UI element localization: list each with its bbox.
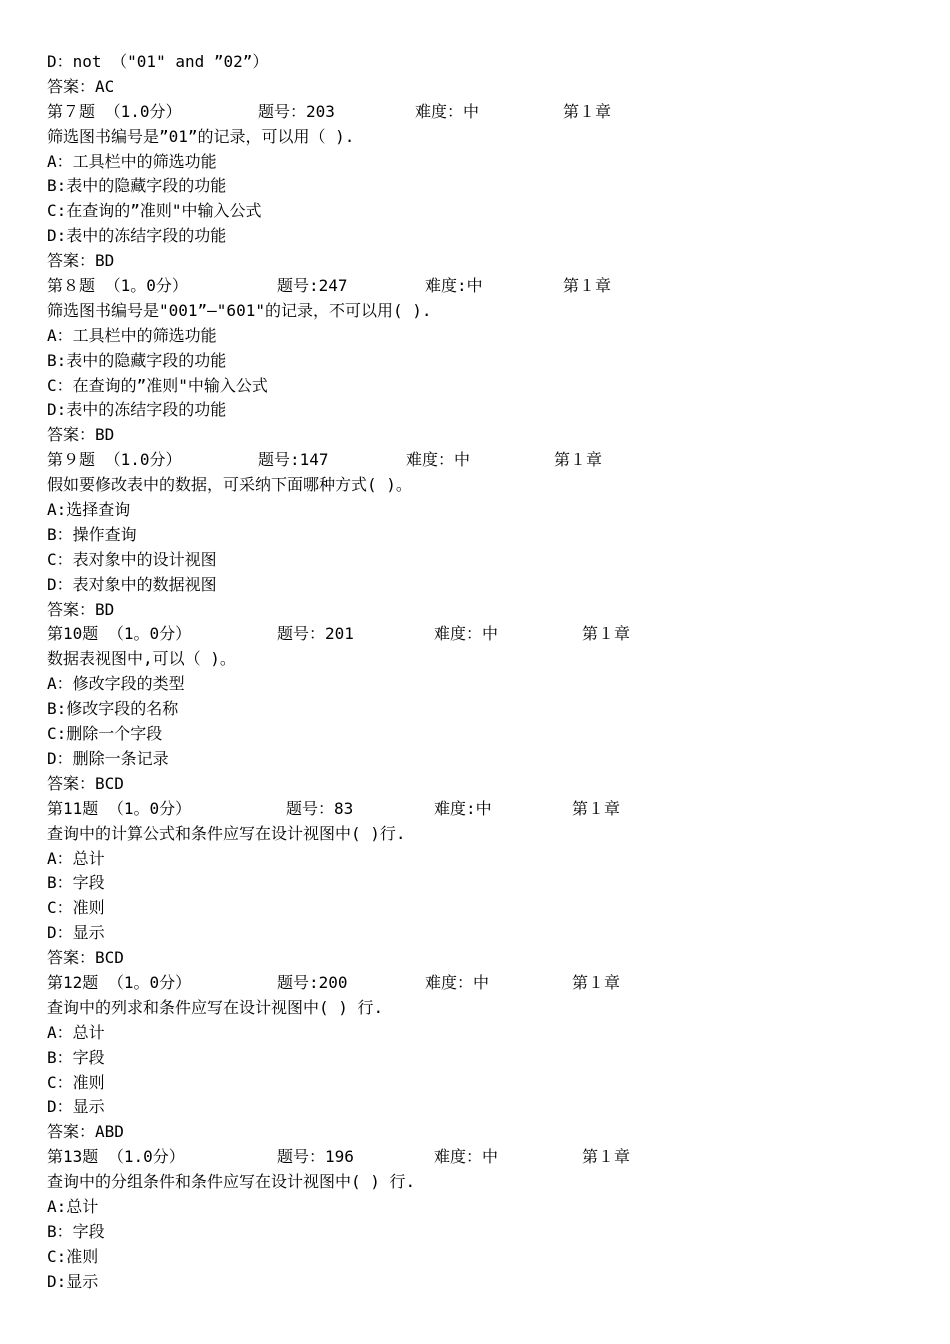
question-id: 题号:200	[277, 972, 348, 992]
question-header	[47, 1145, 927, 1170]
answer-text: 答案：BD	[47, 599, 115, 619]
question-difficulty: 难度:中	[425, 276, 483, 296]
option-d: D：表对象中的数据视图	[47, 574, 217, 594]
question-difficulty: 难度：中	[406, 450, 471, 470]
question-header	[47, 100, 927, 125]
question-stem: 假如要修改表中的数据，可采纳下面哪种方式( )。	[47, 475, 412, 495]
option-b: B：操作查询	[47, 524, 137, 544]
question-header	[47, 797, 927, 822]
question-chapter: 第１章	[582, 1147, 631, 1167]
option-d: D：显示	[47, 923, 105, 943]
option-c: C：准则	[47, 898, 105, 918]
option-c: C:删除一个字段	[47, 724, 163, 744]
question-id: 题号：203	[258, 101, 335, 121]
question-stem: 查询中的计算公式和条件应写在设计视图中( )行.	[47, 823, 406, 843]
question-number: 第８题 （1。0分）	[47, 276, 188, 296]
question-header	[47, 274, 927, 299]
answer-text: 答案：BD	[47, 251, 115, 271]
question-number: 第12题 （1。0分）	[47, 972, 192, 992]
question-chapter: 第１章	[554, 450, 603, 470]
question-header	[47, 448, 927, 473]
option-b: B:表中的隐藏字段的功能	[47, 176, 227, 196]
option-d: D:显示	[47, 1271, 99, 1291]
question-difficulty: 难度：中	[434, 624, 499, 644]
option-d: D：显示	[47, 1097, 105, 1117]
question-chapter: 第１章	[563, 276, 612, 296]
option-c: C:准则	[47, 1246, 99, 1266]
question-difficulty: 难度：中	[434, 1147, 499, 1167]
question-id: 题号：196	[277, 1147, 354, 1167]
option-a: A：修改字段的类型	[47, 674, 185, 694]
option-a: A：总计	[47, 848, 105, 868]
question-chapter: 第１章	[572, 798, 621, 818]
question-stem: 数据表视图中,可以（ )。	[47, 649, 236, 669]
question-id: 题号:147	[258, 450, 329, 470]
question-number: 第11题 （1。0分）	[47, 798, 192, 818]
option-a: A:总计	[47, 1196, 99, 1216]
option-c: C：表对象中的设计视图	[47, 549, 217, 569]
option-b: B：字段	[47, 873, 105, 893]
option-b: B:修改字段的名称	[47, 699, 179, 719]
question-difficulty: 难度：中	[415, 101, 480, 121]
question-stem: 筛选图书编号是”01”的记录，可以用（ ).	[47, 126, 355, 146]
question-stem: 查询中的列求和条件应写在设计视图中( ) 行.	[47, 997, 384, 1017]
option-d: D:表中的冻结字段的功能	[47, 226, 227, 246]
document-page	[47, 50, 927, 1295]
question-header	[47, 971, 927, 996]
option-d: D：删除一条记录	[47, 748, 169, 768]
option-d: D:表中的冻结字段的功能	[47, 400, 227, 420]
question-chapter: 第１章	[572, 972, 621, 992]
question-difficulty: 难度:中	[434, 798, 492, 818]
option-b: B：字段	[47, 1047, 105, 1067]
option-c: C:在查询的”准则"中输入公式	[47, 201, 262, 221]
option-a: A：工具栏中的筛选功能	[47, 325, 217, 345]
question-chapter: 第１章	[563, 101, 612, 121]
question-id: 题号：83	[286, 798, 354, 818]
question-difficulty: 难度：中	[425, 972, 490, 992]
option-b: B:表中的隐藏字段的功能	[47, 350, 227, 370]
answer-text: 答案：BD	[47, 425, 115, 445]
answer-text: 答案：AC	[47, 76, 115, 96]
option-a: A:选择查询	[47, 500, 131, 520]
option-c: C：在查询的”准则"中输入公式	[47, 375, 268, 395]
question-id: 题号:247	[277, 276, 348, 296]
question-number: 第７题 （1.0分）	[47, 101, 182, 121]
answer-text: 答案：ABD	[47, 1122, 124, 1142]
option-a: A：工具栏中的筛选功能	[47, 151, 217, 171]
question-id: 题号：201	[277, 624, 354, 644]
option-c: C：准则	[47, 1072, 105, 1092]
question-number: 第10题 （1。0分）	[47, 624, 192, 644]
answer-text: 答案：BCD	[47, 948, 124, 968]
option-b: B：字段	[47, 1221, 105, 1241]
question-stem: 查询中的分组条件和条件应写在设计视图中( ) 行.	[47, 1172, 416, 1192]
question-chapter: 第１章	[582, 624, 631, 644]
option-a: A：总计	[47, 1022, 105, 1042]
question-stem: 筛选图书编号是"001”—"601"的记录，不可以用( ).	[47, 300, 432, 320]
option-d-text: D：not （"01" and ”02”）	[47, 52, 269, 71]
question-number: 第９题 （1.0分）	[47, 450, 182, 470]
question-number: 第13题 （1.0分）	[47, 1147, 185, 1167]
question-header	[47, 622, 927, 647]
answer-text: 答案：BCD	[47, 773, 124, 793]
